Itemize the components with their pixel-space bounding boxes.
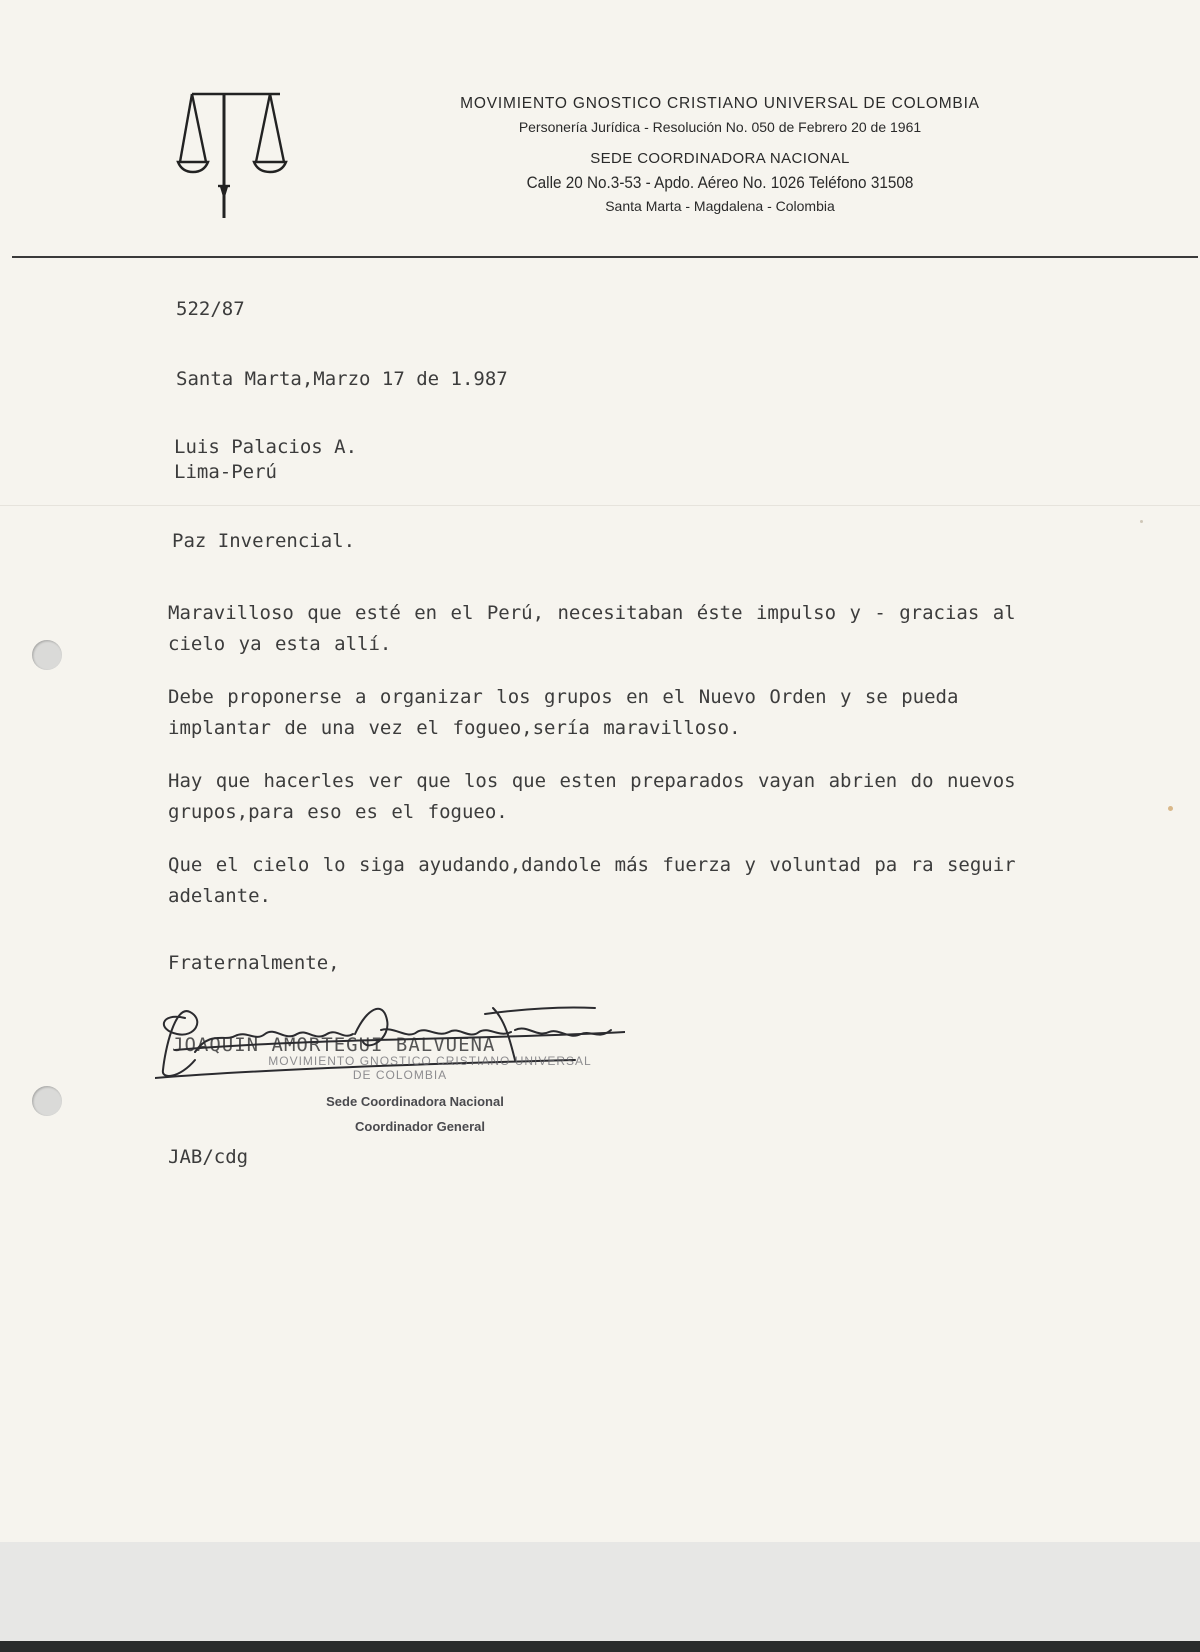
scales-of-justice-icon bbox=[176, 90, 296, 222]
body-paragraph: Que el cielo lo siga ayudando,dandole más fuerza y voluntad pa ra seguir adelante. bbox=[168, 854, 1016, 907]
scanner-edge bbox=[0, 1641, 1200, 1652]
recipient-name: Luis Palacios A. bbox=[174, 436, 358, 458]
letterhead bbox=[360, 92, 1080, 216]
stamp-office: Sede Coordinadora Nacional bbox=[326, 1094, 504, 1109]
paper-speck bbox=[1168, 806, 1173, 811]
scanner-background bbox=[0, 1542, 1200, 1652]
salutation: Paz Inverencial. bbox=[172, 530, 356, 552]
signatory-typed-name: JOAQUIN AMORTEGUI BALVUENA bbox=[172, 1034, 496, 1056]
office-name: SEDE COORDINADORA NACIONAL bbox=[590, 150, 850, 167]
reference-number: 522/87 bbox=[176, 298, 245, 320]
body-paragraph: Hay que hacerles ver que los que esten preparados vayan abrien do nuevos grupos,para eso es el fogueo. bbox=[168, 770, 1016, 823]
recipient-block bbox=[174, 435, 357, 485]
punch-hole bbox=[32, 1086, 62, 1116]
body-paragraph: Maravilloso que esté en el Perú, necesitaban éste impulso y - gracias al cielo ya esta allí. bbox=[168, 602, 1016, 655]
body-paragraph: Debe proponerse a organizar los grupos en el Nuevo Orden y se pueda implantar de una vez el fogueo,sería maravilloso. bbox=[168, 686, 959, 739]
stamp-country: DE COLOMBIA bbox=[352, 1068, 448, 1082]
paper-speck bbox=[1140, 520, 1143, 523]
stamp-title: Coordinador General bbox=[354, 1119, 486, 1134]
letter-body bbox=[168, 598, 1068, 934]
office-city: Santa Marta - Magdalena - Colombia bbox=[605, 198, 835, 214]
header-divider bbox=[12, 256, 1198, 258]
punch-hole bbox=[32, 640, 62, 670]
closing: Fraternalmente, bbox=[168, 952, 340, 974]
letter-date: Santa Marta,Marzo 17 de 1.987 bbox=[176, 368, 508, 390]
office-address: Calle 20 No.3-53 - Apdo. Aéreo No. 1026 Teléfono 31508 bbox=[526, 173, 914, 192]
legal-status: Personería Jurídica - Resolución No. 050 de Febrero 20 de 1961 bbox=[518, 119, 922, 135]
recipient-location: Lima-Perú bbox=[174, 461, 277, 483]
organization-name: MOVIMIENTO GNOSTICO CRISTIANO UNIVERSAL DE COLOMBIA bbox=[460, 95, 980, 112]
typist-initials: JAB/cdg bbox=[168, 1146, 249, 1168]
organization-stamp bbox=[250, 1054, 610, 1134]
stamp-organization: MOVIMIENTO GNOSTICO CRISTIANO UNIVERSAL bbox=[268, 1054, 592, 1068]
